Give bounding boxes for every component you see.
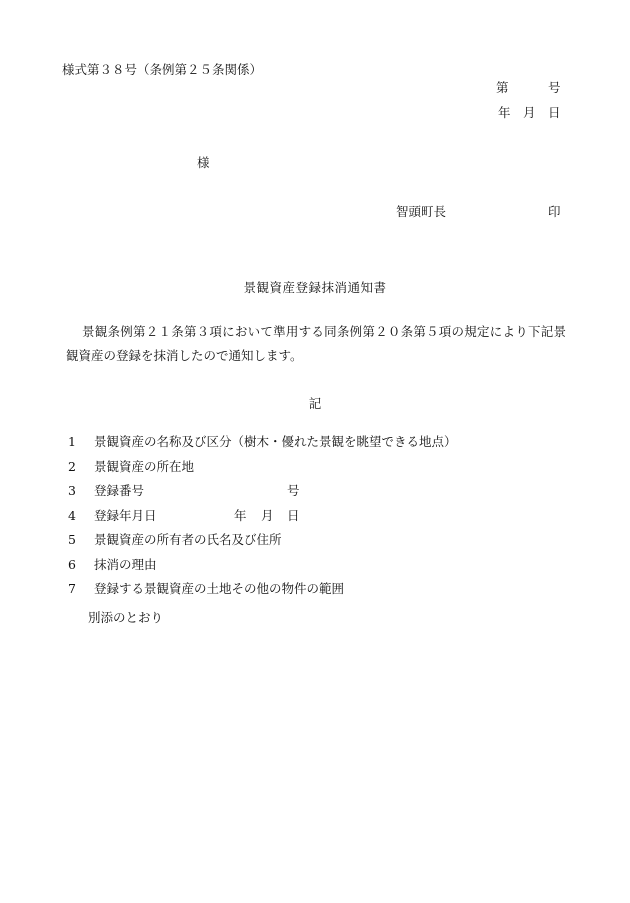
item-number: 7 [68,581,76,596]
item-text: 景観資産の所在地 [94,458,195,474]
list-item [68,507,457,535]
item-text: 登録年月日 [94,507,157,523]
registration-date-day-label: 日 [287,507,300,523]
list-item [68,458,457,486]
doc-number-label: 第 [496,80,509,95]
item-number: 4 [68,507,76,523]
item-number: 3 [68,483,76,498]
item-text: 登録する景観資産の土地その他の物件の範囲 [94,581,345,596]
list-item [68,485,457,510]
body-paragraph: 景観条例第２１条第３項において準用する同条例第２０条第５項の規定により下記景観資産の登録を抹消したので通知します。 [66,324,566,363]
list-item [68,534,457,559]
doc-number-suffix: 号 [548,80,561,95]
item-list [68,436,457,608]
sender-name: 智頭町長 [396,204,447,219]
date-year-label: 年 [498,105,511,120]
list-item [68,556,457,584]
registration-date-month-label: 月 [261,507,274,523]
registration-date-year-label: 年 [234,507,247,523]
item-number: 5 [68,532,76,547]
item-text: 景観資産の所有者の氏名及び住所 [94,532,282,547]
item-text: 景観資産の名称及び区分（樹木・優れた景観を眺望できる地点） [94,434,457,449]
item-text: 登録番号 [94,483,145,498]
document-title: 景観資産登録抹消通知書 [243,280,387,295]
ki-heading: 記 [308,396,322,411]
registration-number-suffix: 号 [287,483,300,498]
item-number: 2 [68,458,76,474]
seal-mark: 印 [548,204,561,219]
date-month-label: 月 [523,105,536,120]
item-text: 抹消の理由 [94,556,157,572]
form-number: 様式第３８号（条例第２５条関係） [62,62,263,77]
list-item [68,436,457,461]
item-number: 6 [68,556,76,572]
date-day-label: 日 [548,105,561,120]
list-item [68,583,457,608]
item-number: 1 [68,434,76,449]
recipient-honorific: 様 [197,155,210,170]
attachment-note: 別添のとおり [88,610,164,625]
